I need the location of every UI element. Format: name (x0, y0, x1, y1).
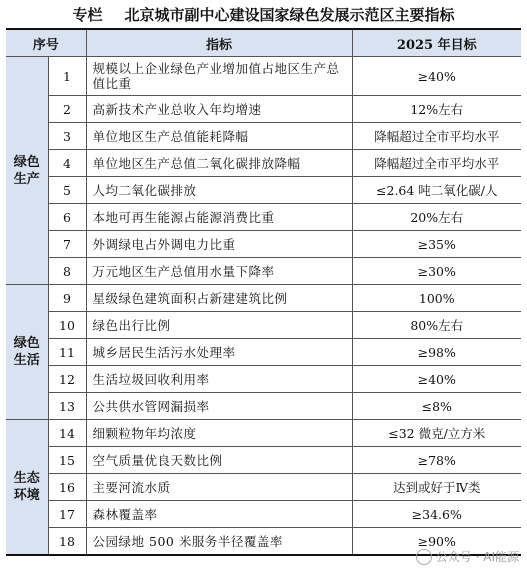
target-cell: ≥40% (352, 366, 521, 393)
row-number: 11 (48, 339, 86, 366)
indicator-cell: 万元地区生产总值用水量下降率 (86, 258, 352, 285)
table-row (6, 366, 521, 393)
target-cell: ≥78% (352, 447, 521, 474)
table-row (6, 447, 521, 474)
row-number: 5 (48, 177, 86, 204)
indicator-cell: 单位地区生产总值二氧化碳排放降幅 (86, 150, 352, 177)
indicator-cell: 外调绿电占外调电力比重 (86, 231, 352, 258)
header-target: 2025 年目标 (352, 29, 521, 57)
title-label: 专栏 (72, 5, 103, 24)
row-number: 15 (48, 447, 86, 474)
wechat-logo-icon (416, 549, 432, 565)
header-seq: 序号 (6, 29, 86, 57)
target-cell: ≥40% (352, 57, 521, 96)
table-title (0, 0, 527, 28)
indicator-cell: 城乡居民生活污水处理率 (86, 339, 352, 366)
table-row (6, 96, 521, 123)
row-number: 16 (48, 474, 86, 501)
row-number: 4 (48, 150, 86, 177)
row-number: 13 (48, 393, 86, 420)
indicator-cell: 人均二氧化碳排放 (86, 177, 352, 204)
target-cell: 降幅超过全市平均水平 (352, 150, 521, 177)
table-row (6, 123, 521, 150)
indicator-cell: 规模以上企业绿色产业增加值占地区生产总值比重 (86, 57, 352, 96)
target-cell: ≥30% (352, 258, 521, 285)
row-number: 10 (48, 312, 86, 339)
table-row (6, 393, 521, 420)
table-row (6, 474, 521, 501)
row-number: 3 (48, 123, 86, 150)
target-cell: ≥35% (352, 231, 521, 258)
table-row (6, 312, 521, 339)
table-row (6, 339, 521, 366)
row-number: 9 (48, 285, 86, 312)
indicator-cell: 本地可再生能源占能源消费比重 (86, 204, 352, 231)
row-number: 6 (48, 204, 86, 231)
watermark (416, 548, 519, 565)
watermark-text: 公众号 · AI能源 (435, 550, 519, 564)
header-row (6, 29, 521, 57)
indicator-cell: 绿色出行比例 (86, 312, 352, 339)
target-cell: ≥90% (352, 528, 521, 556)
target-cell: 100% (352, 285, 521, 312)
indicators-table (6, 28, 521, 556)
header-indicator: 指标 (86, 29, 352, 57)
indicator-cell: 细颗粒物年均浓度 (86, 420, 352, 447)
indicator-cell: 单位地区生产总值能耗降幅 (86, 123, 352, 150)
table-row (6, 57, 521, 96)
category-cell: 生态 环境 (6, 420, 48, 556)
table-row (6, 150, 521, 177)
table-row (6, 177, 521, 204)
indicator-cell: 高新技术产业总收入年均增速 (86, 96, 352, 123)
target-cell: ≤2.64 吨二氧化碳/人 (352, 177, 521, 204)
table-row (6, 231, 521, 258)
indicator-cell: 空气质量优良天数比例 (86, 447, 352, 474)
row-number: 1 (48, 57, 86, 96)
table-row (6, 501, 521, 528)
table-body (6, 57, 521, 556)
table-row (6, 258, 521, 285)
target-cell: ≥34.6% (352, 501, 521, 528)
table-row (6, 420, 521, 447)
target-cell: 20%左右 (352, 204, 521, 231)
row-number: 17 (48, 501, 86, 528)
row-number: 2 (48, 96, 86, 123)
target-cell: ≥98% (352, 339, 521, 366)
title-text: 北京城市副中心建设国家绿色发展示范区主要指标 (124, 5, 455, 24)
indicator-cell: 森林覆盖率 (86, 501, 352, 528)
indicator-cell: 公园绿地 500 米服务半径覆盖率 (86, 528, 352, 556)
category-cell: 绿色 生活 (6, 285, 48, 420)
indicator-cell: 星级绿色建筑面积占新建建筑比例 (86, 285, 352, 312)
target-cell: ≤32 微克/立方米 (352, 420, 521, 447)
target-cell: 达到或好于Ⅳ类 (352, 474, 521, 501)
indicator-cell: 生活垃圾回收利用率 (86, 366, 352, 393)
row-number: 7 (48, 231, 86, 258)
target-cell: 12%左右 (352, 96, 521, 123)
indicator-cell: 主要河流水质 (86, 474, 352, 501)
target-cell: 降幅超过全市平均水平 (352, 123, 521, 150)
row-number: 12 (48, 366, 86, 393)
target-cell: 80%左右 (352, 312, 521, 339)
table-row (6, 204, 521, 231)
row-number: 14 (48, 420, 86, 447)
table-row (6, 285, 521, 312)
row-number: 18 (48, 528, 86, 556)
target-cell: ≤8% (352, 393, 521, 420)
indicator-cell: 公共供水管网漏损率 (86, 393, 352, 420)
row-number: 8 (48, 258, 86, 285)
category-cell: 绿色 生产 (6, 57, 48, 285)
